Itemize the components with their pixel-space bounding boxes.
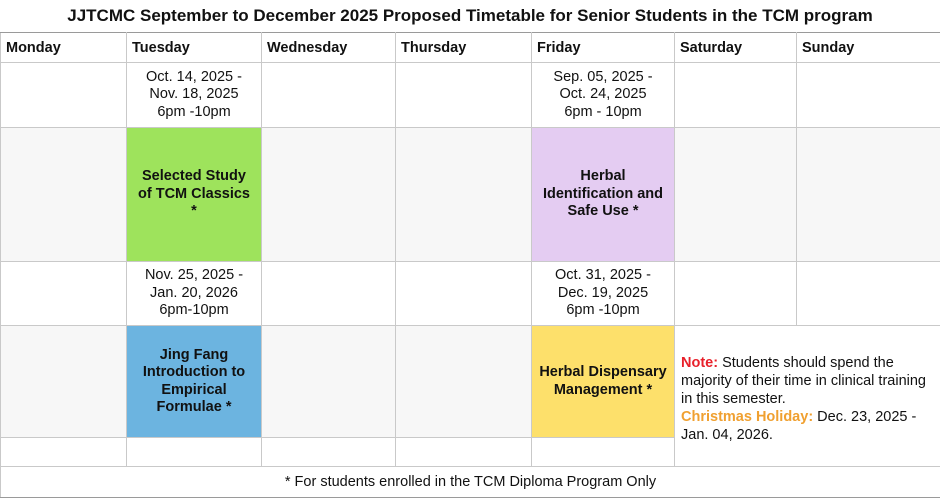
- page-title: JJTCMC September to December 2025 Proposed Timetable for Senior Students in the TCM program: [0, 0, 940, 32]
- empty-cell: [675, 63, 797, 128]
- day-header-monday: Monday: [1, 33, 127, 63]
- day-header-wednesday: Wednesday: [262, 33, 396, 63]
- course-selected-study: Selected Study of TCM Classics *: [127, 128, 262, 262]
- day-header-tuesday: Tuesday: [127, 33, 262, 63]
- empty-cell: [396, 438, 532, 467]
- holiday-label: Christmas Holiday:: [681, 409, 813, 425]
- empty-cell: [797, 128, 940, 262]
- holiday-text: Dec. 23, 2025 - Jan. 04, 2026.: [681, 409, 916, 443]
- empty-cell: [262, 262, 396, 326]
- empty-cell: [396, 63, 532, 128]
- friday-block2-dates: Oct. 31, 2025 - Dec. 19, 2025 6pm -10pm: [532, 262, 675, 326]
- note-label: Note:: [681, 355, 718, 371]
- dates-row-1: [1, 63, 940, 128]
- friday-block1-dates: Sep. 05, 2025 - Oct. 24, 2025 6pm - 10pm: [532, 63, 675, 128]
- timetable: [0, 32, 940, 498]
- course-jing-fang: Jing Fang Introduction to Empirical Formulae *: [127, 326, 262, 438]
- empty-cell: [262, 438, 396, 467]
- note-cell: [675, 326, 940, 467]
- tuesday-block2-dates: Nov. 25, 2025 - Jan. 20, 2026 6pm-10pm: [127, 262, 262, 326]
- header-row: [1, 33, 940, 63]
- dates-row-2: [1, 262, 940, 326]
- empty-cell: [262, 128, 396, 262]
- day-header-thursday: Thursday: [396, 33, 532, 63]
- empty-cell: [262, 63, 396, 128]
- empty-cell: [532, 438, 675, 467]
- footer-note: * For students enrolled in the TCM Diploma Program Only: [1, 467, 940, 498]
- note-text: Students should spend the majority of their time in clinical training in this semester.: [681, 355, 926, 407]
- empty-cell: [675, 128, 797, 262]
- day-header-sunday: Sunday: [797, 33, 940, 63]
- day-header-saturday: Saturday: [675, 33, 797, 63]
- course-row-1: [1, 128, 940, 262]
- course-row-2: [1, 326, 940, 438]
- empty-cell: [127, 438, 262, 467]
- empty-cell: [396, 262, 532, 326]
- course-herbal-dispensary: Herbal Dispensary Management *: [532, 326, 675, 438]
- empty-cell: [675, 262, 797, 326]
- empty-cell: [1, 438, 127, 467]
- empty-cell: [1, 63, 127, 128]
- empty-cell: [797, 262, 940, 326]
- empty-cell: [797, 63, 940, 128]
- empty-cell: [396, 326, 532, 438]
- tuesday-block1-dates: Oct. 14, 2025 - Nov. 18, 2025 6pm -10pm: [127, 63, 262, 128]
- empty-cell: [1, 326, 127, 438]
- empty-cell: [1, 128, 127, 262]
- course-herbal-identification: Herbal Identification and Safe Use *: [532, 128, 675, 262]
- day-header-friday: Friday: [532, 33, 675, 63]
- empty-cell: [396, 128, 532, 262]
- empty-cell: [262, 326, 396, 438]
- empty-cell: [1, 262, 127, 326]
- footer-row: [1, 467, 940, 498]
